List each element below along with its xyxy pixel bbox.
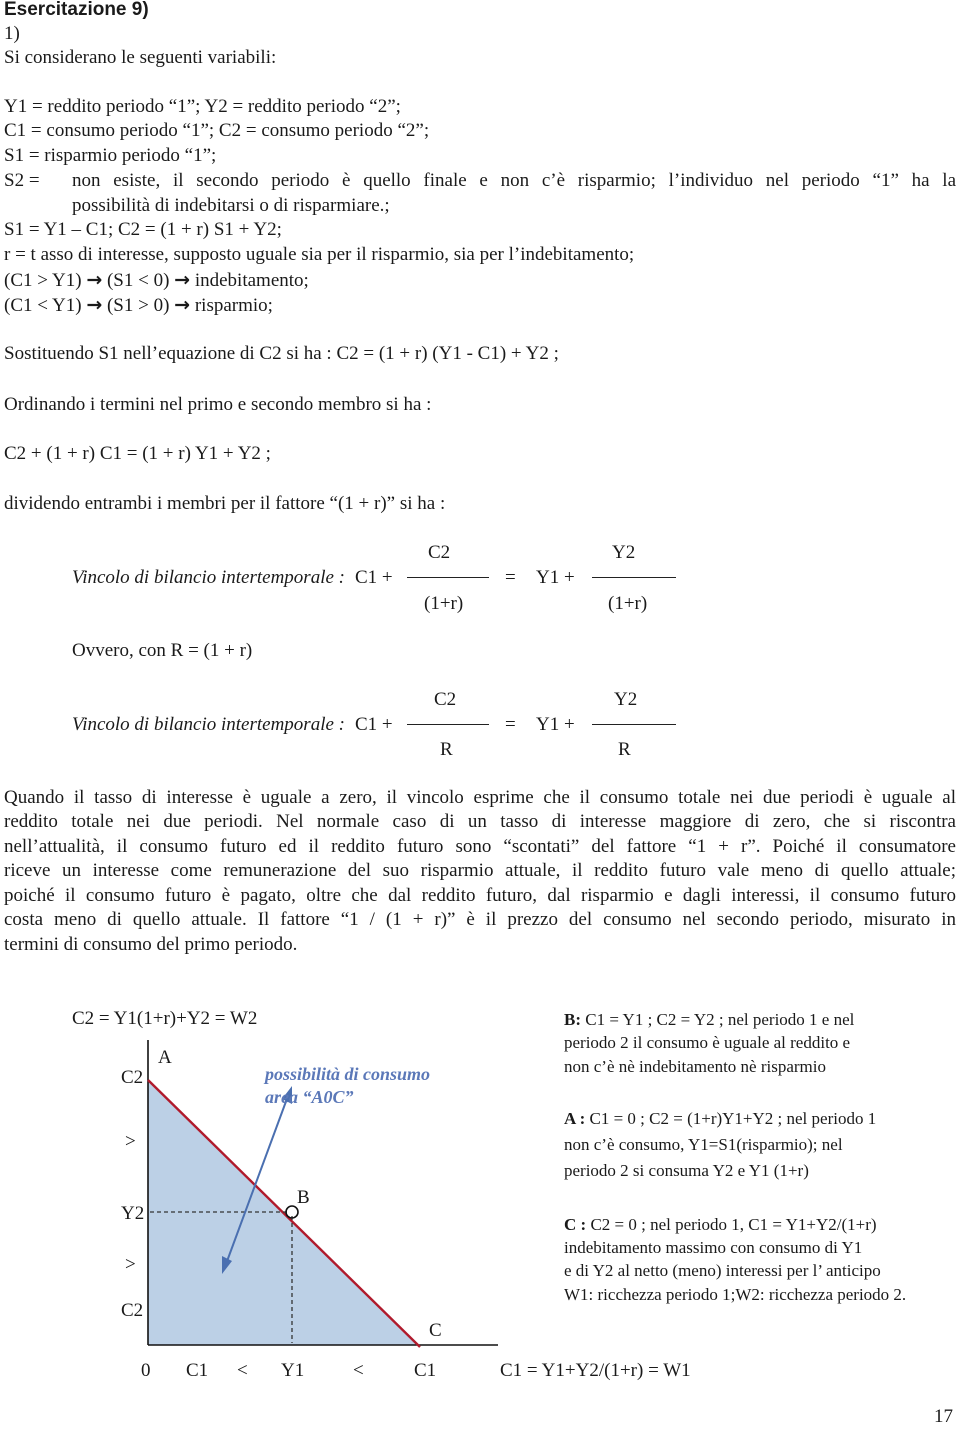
case-borrowing-condition: (C1 > Y1) xyxy=(4,270,82,291)
definition-s2-text-2: possibilità di indebitarsi o di risparmiare.; xyxy=(72,195,390,216)
ordered-equation: C2 + (1 + r) C1 = (1 + r) Y1 + Y2 ; xyxy=(4,443,271,464)
savings-equation: S1 = Y1 – C1; C2 = (1 + r) S1 + Y2; xyxy=(4,219,282,240)
y-label-gt: > xyxy=(125,1131,136,1152)
equals-sign: = xyxy=(505,567,516,588)
constraint-rhs: Y1 + xyxy=(536,567,575,588)
note-c-line: indebitamento massimo con consumo di Y1 xyxy=(564,1238,863,1257)
case-saving-condition: (C1 < Y1) xyxy=(4,295,82,316)
note-b-line: C1 = Y1 ; C2 = Y2 ; nel periodo 1 e nel xyxy=(585,1010,855,1029)
point-b-label: B xyxy=(297,1187,310,1208)
y-label-gt: > xyxy=(125,1254,136,1275)
fraction-numerator: C2 xyxy=(434,689,457,710)
note-c-line: e di Y2 al netto (meno) interessi per l’ anticipo xyxy=(564,1261,881,1280)
paragraph-line: Quando il tasso di interesse è uguale a zero, il vincolo esprime che il consumo totale nei due periodi è uguale al xyxy=(4,787,956,808)
or-line: Ovvero, con R = (1 + r) xyxy=(72,640,253,661)
arrow-icon: → xyxy=(86,269,103,291)
fraction-numerator: C2 xyxy=(428,542,451,563)
paragraph-line: reddito totale nei due periodi. Nel normale caso di un tasso di interesse maggiore di zero, che si riscontra xyxy=(4,811,956,832)
arrow-icon: → xyxy=(86,294,103,316)
case-saving-result: risparmio; xyxy=(194,295,273,316)
definition-s1: S1 = risparmio periodo “1”; xyxy=(4,145,217,166)
equals-sign: = xyxy=(505,714,516,735)
fraction-denominator: R xyxy=(618,739,631,760)
note-a-line: C1 = 0 ; C2 = (1+r)Y1+Y2 ; nel periodo 1 xyxy=(589,1109,877,1128)
x-label-c1: C1 xyxy=(186,1360,209,1381)
x-label-lt: < xyxy=(353,1360,364,1381)
case-borrowing-savings: (S1 < 0) xyxy=(106,270,170,291)
page-number: 17 xyxy=(934,1406,953,1427)
arrow-icon: → xyxy=(174,269,191,291)
exercise-title: Esercitazione 9) xyxy=(4,0,149,20)
note-b-head: B: xyxy=(564,1010,581,1029)
interest-rate-definition: r = t asso di interesse, supposto uguale sia per il risparmio, sia per l’indebitamento; xyxy=(4,244,635,265)
definition-y: Y1 = reddito periodo “1”; Y2 = reddito periodo “2”; xyxy=(4,96,401,117)
definition-s2-label: S2 = xyxy=(4,170,40,191)
x-label-lt: < xyxy=(237,1360,248,1381)
constraint-lhs: C1 + xyxy=(355,714,393,735)
case-borrowing-result: indebitamento; xyxy=(194,270,309,291)
substitution-line: Sostituendo S1 nell’equazione di C2 si ha : C2 = (1 + r) (Y1 - C1) + Y2 ; xyxy=(4,343,559,364)
x-label-origin: 0 xyxy=(141,1360,151,1381)
y-label-y2: Y2 xyxy=(121,1203,145,1224)
fraction-numerator: Y2 xyxy=(614,689,638,710)
constraint-label: Vincolo di bilancio intertemporale : xyxy=(72,714,345,735)
case-saving-savings: (S1 > 0) xyxy=(106,295,170,316)
y-label-c2-bottom: C2 xyxy=(121,1300,144,1321)
constraint-label: Vincolo di bilancio intertemporale : xyxy=(72,567,345,588)
note-b xyxy=(564,1008,854,1032)
note-a-line: periodo 2 si consuma Y2 e Y1 (1+r) xyxy=(564,1161,809,1180)
paragraph-line: costa meno di quello attuale. Il fattore “1 / (1 + r)” è il prezzo del consumo nel secondo periodo, misurato in xyxy=(4,909,956,930)
constraint-rhs: Y1 + xyxy=(536,714,575,735)
note-a xyxy=(564,1107,876,1131)
note-a-head: A : xyxy=(564,1109,586,1128)
top-formula: C2 = Y1(1+r)+Y2 = W2 xyxy=(72,1008,258,1029)
note-c-head: C : xyxy=(564,1215,587,1234)
note-a-line: non c’è consumo, Y1=S1(risparmio); nel xyxy=(564,1135,843,1154)
definition-c: C1 = consumo periodo “1”; C2 = consumo periodo “2”; xyxy=(4,120,430,141)
paragraph-line: riceve un interesse come remunerazione del suo risparmio attuale, il reddito futuro vale meno di quello attuale; xyxy=(4,860,956,881)
division-line: dividendo entrambi i membri per il fattore “(1 + r)” si ha : xyxy=(4,493,446,514)
paragraph-line: termini di consumo del primo periodo. xyxy=(4,934,298,955)
bottom-formula: C1 = Y1+Y2/(1+r) = W1 xyxy=(500,1360,691,1381)
arrow-icon: → xyxy=(174,294,191,316)
area-label-name: area “A0C” xyxy=(265,1087,354,1107)
note-b-line: periodo 2 il consumo è uguale al reddito e xyxy=(564,1033,851,1052)
point-a-label: A xyxy=(158,1047,172,1068)
note-c-line: C2 = 0 ; nel periodo 1, C1 = Y1+Y2/(1+r) xyxy=(590,1215,877,1234)
x-label-y1: Y1 xyxy=(281,1360,305,1381)
exercise-number: 1) xyxy=(4,23,20,44)
definition-s2-text-1: non esiste, il secondo periodo è quello finale e non c’è risparmio; l’individuo nel periodo “1” ha la xyxy=(72,170,956,191)
x-label-c1-max: C1 xyxy=(414,1360,437,1381)
note-c-line: W1: ricchezza periodo 1;W2: ricchezza periodo 2. xyxy=(564,1285,907,1304)
paragraph-line: poiché il consumo futuro è pagato, oltre che dal reddito futuro, dal risparmio e dagli interessi, il consumo futuro xyxy=(4,885,956,906)
area-label: possibilità di consumo xyxy=(265,1064,431,1084)
paragraph-line: nell’attualità, il consumo futuro ed il reddito futuro sono “scontati” del fattore “1 + r”. Poiché il consumatore xyxy=(4,836,956,857)
note-b-line: non c’è nè indebitamento nè risparmio xyxy=(564,1057,826,1076)
fraction-denominator: (1+r) xyxy=(424,593,464,614)
ordering-line: Ordinando i termini nel primo e secondo membro si ha : xyxy=(4,394,432,415)
constraint-lhs: C1 + xyxy=(355,567,393,588)
y-label-c2: C2 xyxy=(121,1067,144,1088)
fraction-numerator: Y2 xyxy=(612,542,636,563)
fraction-denominator: (1+r) xyxy=(608,593,648,614)
fraction-denominator: R xyxy=(440,739,453,760)
note-c xyxy=(564,1213,877,1237)
point-c-label: C xyxy=(429,1320,442,1341)
variables-intro: Si considerano le seguenti variabili: xyxy=(4,47,277,68)
